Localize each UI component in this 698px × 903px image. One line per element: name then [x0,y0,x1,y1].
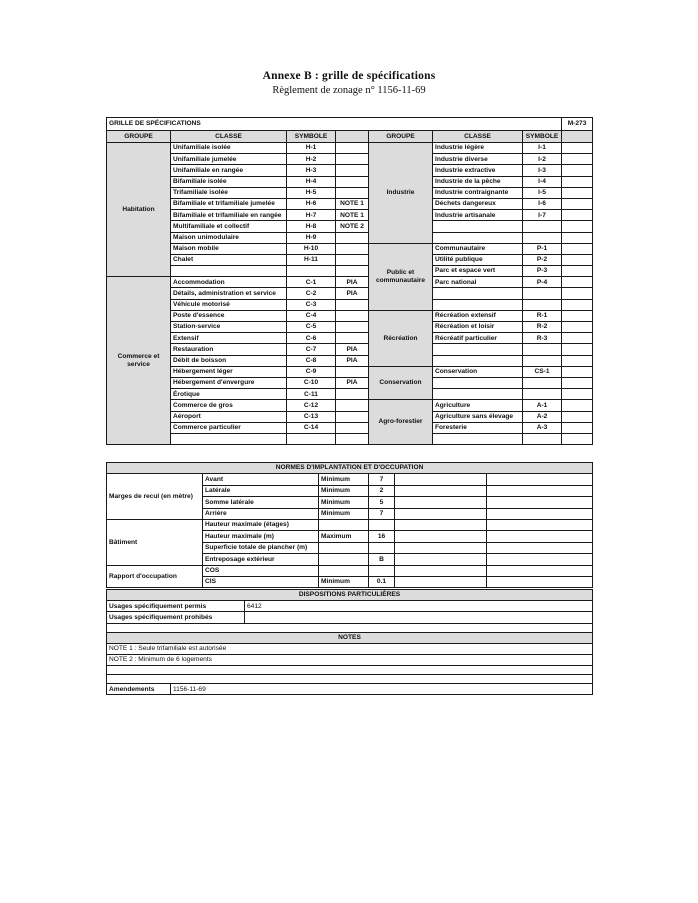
normes-row [107,474,593,485]
normes-group-rapport: Rapport d'occupation [107,565,203,588]
symbole-cell: H-1 [287,143,336,154]
classe-cell [433,377,523,388]
symbole-cell: C-13 [287,411,336,422]
symbole-cell: I-6 [523,198,562,209]
symbole-cell: I-4 [523,176,562,187]
normes-item: Latérale [203,485,319,496]
classe-cell [433,288,523,299]
normes-type: Minimum [319,497,369,508]
classe-cell: Érotique [171,389,287,400]
empty-cell [395,519,487,530]
symbole-cell [523,299,562,310]
grid-body [107,118,593,445]
classe-cell: Hébergement d'envergure [171,377,287,388]
empty-cell [562,344,593,355]
blank-row [107,675,593,684]
header-note-left [336,131,369,143]
symbole-cell: A-1 [523,400,562,411]
symbole-cell: C-3 [287,299,336,310]
symbole-cell [523,389,562,400]
classe-cell: Déchets dangereux [433,198,523,209]
empty-cell [562,187,593,198]
grid-row [107,400,593,411]
symbole-cell: CS-1 [523,366,562,377]
empty-cell [562,389,593,400]
grid-row [107,198,593,209]
classe-cell: Utilité publique [433,254,523,265]
grid-row [107,210,593,221]
note-cell [336,366,369,377]
grid-row [107,333,593,344]
symbole-cell: C-14 [287,422,336,433]
classe-cell: Communautaire [433,243,523,254]
empty-cell [562,433,593,444]
classe-cell: Unifamiliale isolée [171,143,287,154]
symbole-cell: I-7 [523,210,562,221]
classe-cell: Station-service [171,322,287,333]
empty-cell [562,333,593,344]
empty-cell [562,299,593,310]
symbole-cell [523,377,562,388]
note-cell [336,143,369,154]
empty-cell [562,198,593,209]
symbole-cell: R-2 [523,322,562,333]
classe-cell: Récréation extensif [433,310,523,321]
classe-cell: Bifamiliale et trifamiliale jumelée [171,198,287,209]
specification-grid-table [106,117,593,445]
normes-value: 0.1 [369,576,395,587]
normes-title: NORMES D'IMPLANTATION ET D'OCCUPATION [107,463,593,474]
note-cell [336,411,369,422]
empty-cell [487,474,593,485]
normes-item: Somme latérale [203,497,319,508]
empty-cell [487,542,593,553]
symbole-cell [287,266,336,277]
empty-cell [395,554,487,565]
empty-cell [562,254,593,265]
normes-type [319,554,369,565]
empty-cell [562,400,593,411]
normes-value: 2 [369,485,395,496]
grid-row [107,254,593,265]
normes-value [369,519,395,530]
note-cell [336,322,369,333]
symbole-cell: R-1 [523,310,562,321]
header-groupe-right: GROUPE [369,131,433,143]
normes-value: 16 [369,531,395,542]
group-commerce: Commerce et service [107,277,171,445]
note-cell [336,232,369,243]
empty-cell [487,497,593,508]
empty-cell [487,576,593,587]
symbole-cell [523,232,562,243]
symbole-cell: I-2 [523,154,562,165]
grid-row [107,176,593,187]
symbole-cell: C-11 [287,389,336,400]
grid-row [107,187,593,198]
classe-cell: Industrie contraignante [433,187,523,198]
normes-item: Hauteur maximale (m) [203,531,319,542]
symbole-cell: I-3 [523,165,562,176]
note-1: NOTE 1 : Seule trifamiliale est autorisée [107,643,593,654]
note-cell [336,433,369,444]
classe-cell: Parc et espace vert [433,266,523,277]
empty-cell [395,508,487,519]
note-cell [336,154,369,165]
classe-cell: Industrie de la pêche [433,176,523,187]
grid-row [107,366,593,377]
classe-cell [433,299,523,310]
symbole-cell: H-8 [287,221,336,232]
symbole-cell: P-3 [523,266,562,277]
normes-row [107,519,593,530]
empty-cell [562,221,593,232]
note-cell: PIA [336,288,369,299]
normes-group-marges: Marges de recul (en mètre) [107,474,203,520]
symbole-cell: P-2 [523,254,562,265]
note-cell [336,422,369,433]
group-public: Public et communautaire [369,243,433,310]
grid-row [107,277,593,288]
classe-cell: Industrie légère [433,143,523,154]
grid-row [107,433,593,444]
empty-cell [395,565,487,576]
grid-row [107,344,593,355]
grid-row [107,288,593,299]
empty-cell [562,165,593,176]
classe-cell: Poste d'essence [171,310,287,321]
symbole-cell: C-5 [287,322,336,333]
note-cell: PIA [336,344,369,355]
group-recreation: Récréation [369,310,433,366]
normes-body [107,463,593,588]
classe-cell: Agriculture sans élevage [433,411,523,422]
note-cell [336,243,369,254]
grid-row [107,165,593,176]
classe-cell: Commerce de gros [171,400,287,411]
note-cell [336,389,369,400]
header-symbole-left: SYMBOLE [287,131,336,143]
symbole-cell: C-7 [287,344,336,355]
grid-row [107,411,593,422]
note-cell: PIA [336,355,369,366]
header-groupe-left: GROUPE [107,131,171,143]
permis-value: 6412 [245,601,593,612]
classe-cell: Accommodation [171,277,287,288]
symbole-cell: P-4 [523,277,562,288]
normes-type: Minimum [319,474,369,485]
normes-type: Minimum [319,576,369,587]
classe-cell [171,433,287,444]
header-classe-left: CLASSE [171,131,287,143]
empty-cell [562,143,593,154]
symbole-cell: C-10 [287,377,336,388]
symbole-cell [523,288,562,299]
empty-cell [487,485,593,496]
empty-cell [487,531,593,542]
classe-cell [433,344,523,355]
note-cell [336,187,369,198]
symbole-cell: P-1 [523,243,562,254]
document-title: Annexe B : grille de spécifications [262,70,436,82]
classe-cell [433,433,523,444]
empty-cell [562,243,593,254]
empty-cell [562,411,593,422]
group-industrie: Industrie [369,143,433,244]
note-cell [336,310,369,321]
header-classe-right: CLASSE [433,131,523,143]
empty-cell [562,422,593,433]
normes-item: Entreposage extérieur [203,554,319,565]
classe-cell: Détails, administration et service [171,288,287,299]
empty-cell [487,554,593,565]
classe-cell [171,266,287,277]
normes-type [319,542,369,553]
normes-type [319,565,369,576]
symbole-cell: C-9 [287,366,336,377]
empty-cell [562,288,593,299]
normes-table [106,462,593,588]
symbole-cell: H-10 [287,243,336,254]
amendements-value: 1156-11-69 [171,684,593,695]
group-agro: Agro-forestier [369,400,433,445]
normes-type: Maximum [319,531,369,542]
normes-value: B [369,554,395,565]
classe-cell: Conservation [433,366,523,377]
symbole-cell [523,355,562,366]
grid-row [107,310,593,321]
note-cell [336,254,369,265]
note-cell: NOTE 1 [336,210,369,221]
grid-row [107,154,593,165]
normes-value [369,565,395,576]
symbole-cell: H-7 [287,210,336,221]
symbole-cell: A-3 [523,422,562,433]
classe-cell: Extensif [171,333,287,344]
note-cell: NOTE 2 [336,221,369,232]
note-cell [336,165,369,176]
normes-item: Avant [203,474,319,485]
empty-cell [562,322,593,333]
empty-cell [395,576,487,587]
classe-cell: Chalet [171,254,287,265]
dispositions-notes-table [106,589,593,695]
group-habitation: Habitation [107,143,171,277]
classe-cell: Restauration [171,344,287,355]
note-cell [336,400,369,411]
zone-code: M-273 [562,118,593,131]
normes-value: 5 [369,497,395,508]
note-cell [336,176,369,187]
empty-cell [562,277,593,288]
note-cell [336,266,369,277]
classe-cell: Trifamiliale isolée [171,187,287,198]
classe-cell [433,221,523,232]
classe-cell: Parc national [433,277,523,288]
amendements-label: Amendements [107,684,171,695]
classe-cell: Aéroport [171,411,287,422]
document-subtitle: Règlement de zonage n° 1156-11-69 [272,85,426,96]
symbole-cell: I-1 [523,143,562,154]
grid-row [107,299,593,310]
empty-cell [395,531,487,542]
grid-row [107,322,593,333]
classe-cell: Maison unimodulaire [171,232,287,243]
normes-item: COS [203,565,319,576]
grid-row [107,377,593,388]
classe-cell: Maison mobile [171,243,287,254]
note-cell: NOTE 1 [336,198,369,209]
empty-cell [562,154,593,165]
normes-type: Minimum [319,508,369,519]
permis-label: Usages spécifiquement permis [107,601,245,612]
grid-row [107,221,593,232]
classe-cell: Débit de boisson [171,355,287,366]
classe-cell: Industrie extractive [433,165,523,176]
header-note-right [562,131,593,143]
classe-cell: Véhicule motorisé [171,299,287,310]
symbole-cell: C-6 [287,333,336,344]
symbole-cell: H-5 [287,187,336,198]
note-2: NOTE 2 : Minimum de 6 logements [107,654,593,665]
normes-value: 7 [369,508,395,519]
symbole-cell: C-1 [287,277,336,288]
note-cell: PIA [336,377,369,388]
empty-cell [562,266,593,277]
classe-cell: Multifamiliale et collectif [171,221,287,232]
normes-item: CIS [203,576,319,587]
normes-row [107,565,593,576]
symbole-cell [523,344,562,355]
grid-row [107,143,593,154]
note-cell [336,333,369,344]
note-cell: PIA [336,277,369,288]
normes-item: Superficie totale de plancher (m) [203,542,319,553]
empty-cell [395,542,487,553]
symbole-cell: C-4 [287,310,336,321]
blank-row [107,666,593,675]
symbole-cell: H-9 [287,232,336,243]
symbole-cell: H-11 [287,254,336,265]
empty-cell [487,565,593,576]
grid-row [107,266,593,277]
symbole-cell: H-4 [287,176,336,187]
symbole-cell: H-2 [287,154,336,165]
notes-title: NOTES [107,632,593,643]
grid-row [107,355,593,366]
dispositions-title: DISPOSITIONS PARTICULIÈRES [107,590,593,601]
normes-item: Hauteur maximale (étages) [203,519,319,530]
group-conservation: Conservation [369,366,433,400]
grid-row [107,232,593,243]
classe-cell: Unifamiliale en rangée [171,165,287,176]
normes-item: Arrière [203,508,319,519]
empty-cell [562,366,593,377]
classe-cell [433,232,523,243]
symbole-cell: H-6 [287,198,336,209]
symbole-cell [523,433,562,444]
prohibes-label: Usages spécifiquement prohibés [107,612,245,623]
empty-cell [562,210,593,221]
empty-cell [487,508,593,519]
classe-cell: Récréation et loisir [433,322,523,333]
symbole-cell: C-8 [287,355,336,366]
classe-cell: Industrie diverse [433,154,523,165]
empty-cell [562,176,593,187]
grid-row [107,422,593,433]
prohibes-value [245,612,593,623]
classe-cell [433,355,523,366]
classe-cell: Commerce particulier [171,422,287,433]
empty-cell [562,232,593,243]
symbole-cell: I-5 [523,187,562,198]
classe-cell: Agriculture [433,400,523,411]
note-cell [336,299,369,310]
classe-cell: Hébergement léger [171,366,287,377]
classe-cell: Foresterie [433,422,523,433]
symbole-cell: R-3 [523,333,562,344]
grid-label: GRILLE DE SPÉCIFICATIONS [107,118,562,131]
empty-cell [487,519,593,530]
normes-value [369,542,395,553]
symbole-cell: H-3 [287,165,336,176]
symbole-cell [287,433,336,444]
normes-group-batiment: Bâtiment [107,519,203,565]
classe-cell: Bifamiliale et trifamiliale en rangée [171,210,287,221]
symbole-cell: C-12 [287,400,336,411]
empty-cell [395,474,487,485]
classe-cell: Bifamiliale isolée [171,176,287,187]
normes-type: Minimum [319,485,369,496]
grid-row [107,243,593,254]
empty-cell [395,485,487,496]
classe-cell: Industrie artisanale [433,210,523,221]
symbole-cell [523,221,562,232]
classe-cell [433,389,523,400]
empty-cell [395,497,487,508]
symbole-cell: C-2 [287,288,336,299]
header-symbole-right: SYMBOLE [523,131,562,143]
blank-row [107,623,593,632]
classe-cell: Récréatif particulier [433,333,523,344]
empty-cell [562,355,593,366]
empty-cell [562,310,593,321]
normes-type [319,519,369,530]
grid-row [107,389,593,400]
normes-value: 7 [369,474,395,485]
classe-cell: Unifamiliale jumelée [171,154,287,165]
symbole-cell: A-2 [523,411,562,422]
empty-cell [562,377,593,388]
